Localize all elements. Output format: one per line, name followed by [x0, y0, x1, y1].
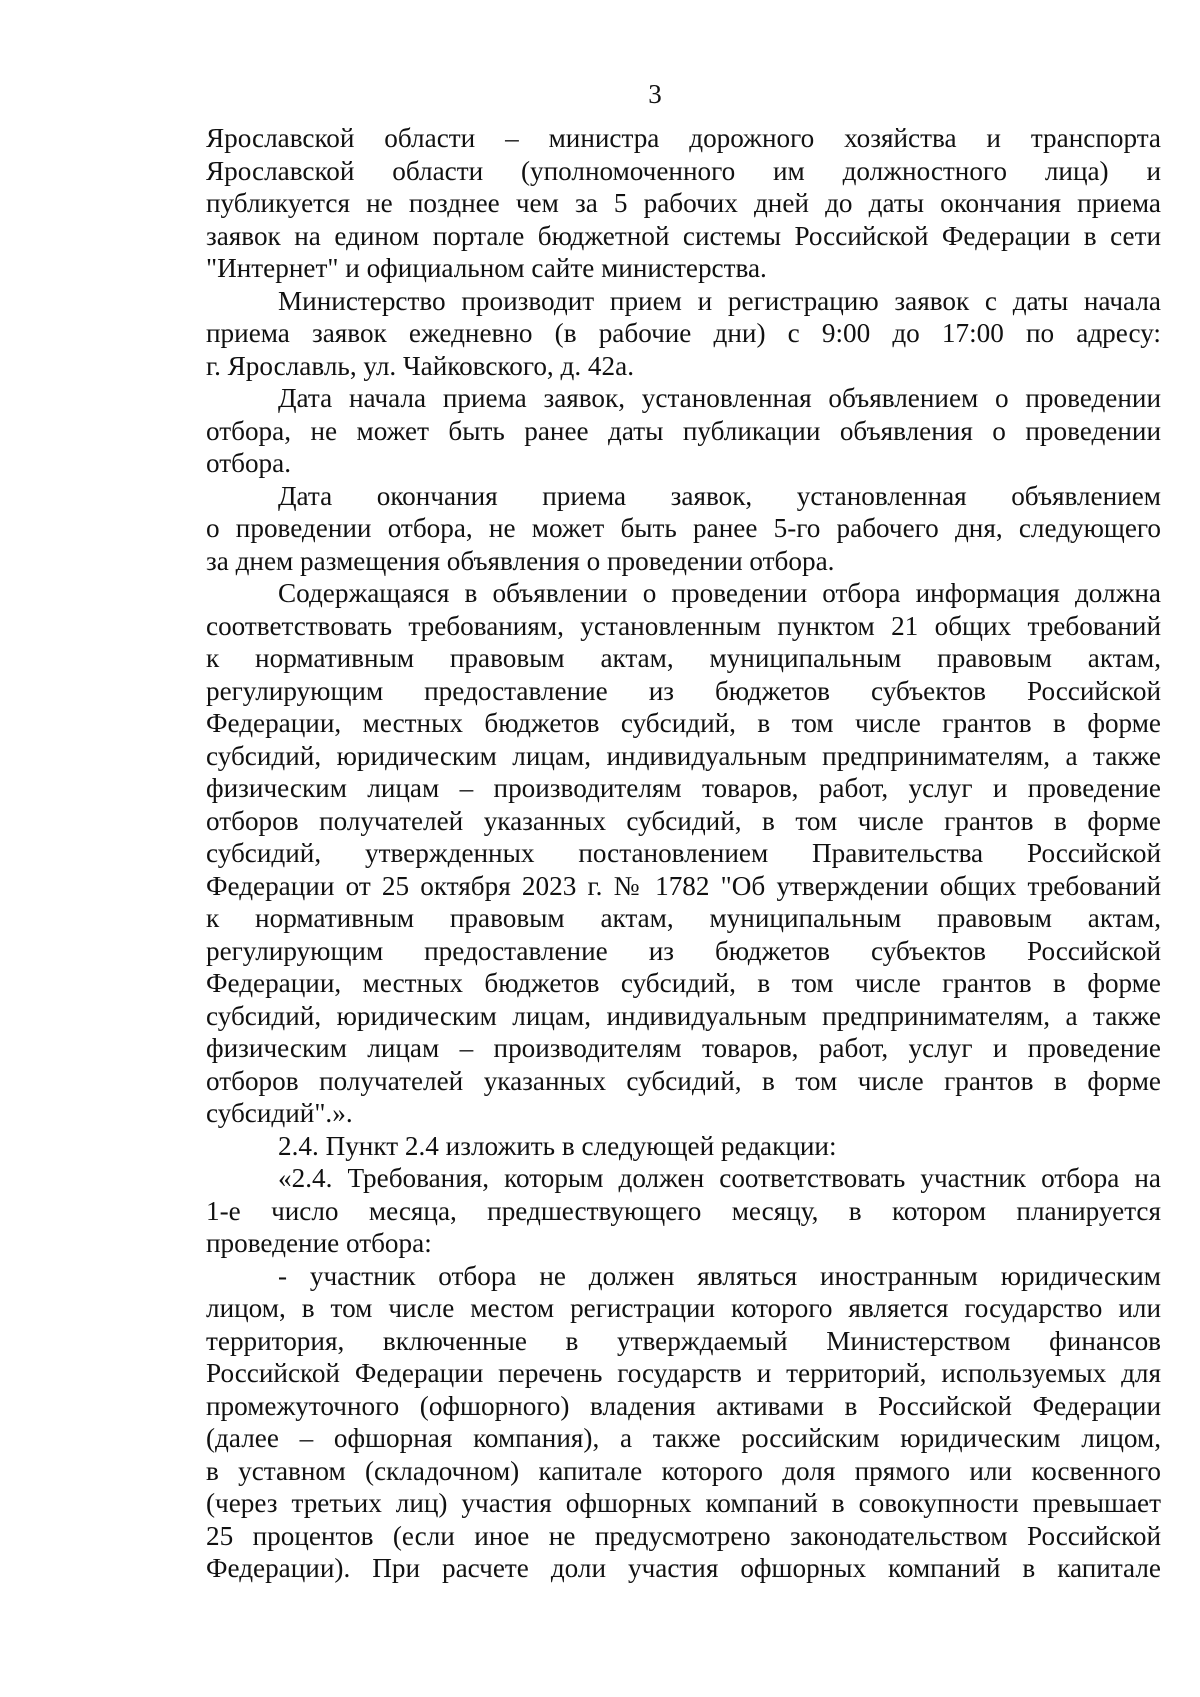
text-line: Федерации). При расчете доли участия офшорных компаний в капитале: [206, 1553, 1161, 1583]
text-line: проведение отбора:: [206, 1228, 432, 1258]
text-line: соответствовать требованиям, установленным пунктом 21 общих требований: [206, 610, 1161, 641]
text-line: Федерации, местных бюджетов субсидий, в том числе грантов в форме: [206, 708, 1161, 738]
text-line: Ярославской области – министра дорожного хозяйства и транспорта: [206, 123, 1161, 153]
text-line: регулирующим предоставление из бюджетов субъектов Российской: [206, 935, 1161, 966]
text-line: г. Ярославль, ул. Чайковского, д. 42а.: [206, 350, 634, 381]
text-line: 2.4. Пункт 2.4 изложить в следующей редакции:: [278, 1130, 837, 1161]
text-line: отборов получателей указанных субсидий, в том числе грантов в форме: [206, 805, 1161, 836]
text-line: Министерство производит прием и регистрацию заявок с даты начала: [278, 285, 1161, 316]
text-line: субсидий".».: [206, 1098, 353, 1128]
text-line: Дата окончания приема заявок, установленная объявлением: [278, 480, 1161, 511]
text-line: регулирующим предоставление из бюджетов субъектов Российской: [206, 675, 1161, 706]
text-line: отборов получателей указанных субсидий, в том числе грантов в форме: [206, 1065, 1161, 1096]
paragraph: [206, 1260, 1161, 1585]
paragraph: [206, 122, 1161, 285]
text-line: отбора, не может быть ранее даты публикации объявления о проведении: [206, 415, 1161, 446]
text-line: о проведении отбора, не может быть ранее 5-го рабочего дня, следующего: [206, 513, 1161, 543]
text-line: (далее – офшорная компания), а также российским юридическим лицом,: [206, 1423, 1161, 1453]
text-line: заявок на едином портале бюджетной системы Российской Федерации в сети: [206, 220, 1161, 251]
text-line: в уставном (складочном) капитале которого доля прямого или косвенного: [206, 1455, 1161, 1486]
text-line: "Интернет" и официальном сайте министерства.: [206, 253, 767, 283]
text-line: субсидий, утвержденных постановлением Правительства Российской: [206, 838, 1161, 868]
text-line: Федерации, местных бюджетов субсидий, в том числе грантов в форме: [206, 968, 1161, 998]
paragraph: [206, 1162, 1161, 1260]
text-line: 1-е число месяца, предшествующего месяцу, в котором планируется: [206, 1195, 1161, 1226]
paragraph: [206, 480, 1161, 578]
text-line: 25 процентов (если иное не предусмотрено законодательством Российской: [206, 1520, 1161, 1551]
text-line: лицом, в том числе местом регистрации которого является государство или: [206, 1293, 1161, 1323]
paragraph: [206, 285, 1161, 383]
text-line: публикуется не позднее чем за 5 рабочих дней до даты окончания приема: [206, 188, 1161, 218]
text-line: к нормативным правовым актам, муниципальным правовым актам,: [206, 643, 1161, 673]
text-line: отбора.: [206, 448, 292, 478]
text-line: субсидий, юридическим лицам, индивидуальным предпринимателям, а также: [206, 740, 1161, 771]
document-body: [206, 122, 1161, 1585]
text-line: территория, включенные в утверждаемый Министерством финансов: [206, 1325, 1161, 1356]
paragraph: [206, 577, 1161, 1130]
text-line: (через третьих лиц) участия офшорных компаний в совокупности превышает: [206, 1488, 1161, 1518]
text-line: Российской Федерации перечень государств и территорий, используемых для: [206, 1358, 1161, 1388]
text-line: Дата начала приема заявок, установленная объявлением о проведении: [278, 383, 1161, 413]
text-line: Ярославской области (уполномоченного им должностного лица) и: [206, 155, 1161, 186]
text-line: «2.4. Требования, которым должен соответствовать участник отбора на: [278, 1163, 1161, 1193]
text-line: физическим лицам – производителям товаров, работ, услуг и проведение: [206, 773, 1161, 803]
text-line: Содержащаяся в объявлении о проведении отбора информация должна: [278, 578, 1161, 608]
text-line: промежуточного (офшорного) владения активами в Российской Федерации: [206, 1390, 1161, 1421]
text-line: физическим лицам – производителям товаров, работ, услуг и проведение: [206, 1033, 1161, 1063]
paragraph: [206, 1130, 1161, 1163]
text-line: Федерации от 25 октября 2023 г. № 1782 "Об утверждении общих требований: [206, 870, 1161, 901]
text-line: за днем размещения объявления о проведении отбора.: [206, 545, 835, 576]
page-number: 3: [648, 79, 662, 109]
text-line: к нормативным правовым актам, муниципальным правовым актам,: [206, 903, 1161, 933]
text-line: приема заявок ежедневно (в рабочие дни) с 9:00 до 17:00 по адресу:: [206, 318, 1161, 348]
paragraph: [206, 382, 1161, 480]
text-line: - участник отбора не должен являться иностранным юридическим: [278, 1260, 1161, 1291]
text-line: субсидий, юридическим лицам, индивидуальным предпринимателям, а также: [206, 1000, 1161, 1031]
